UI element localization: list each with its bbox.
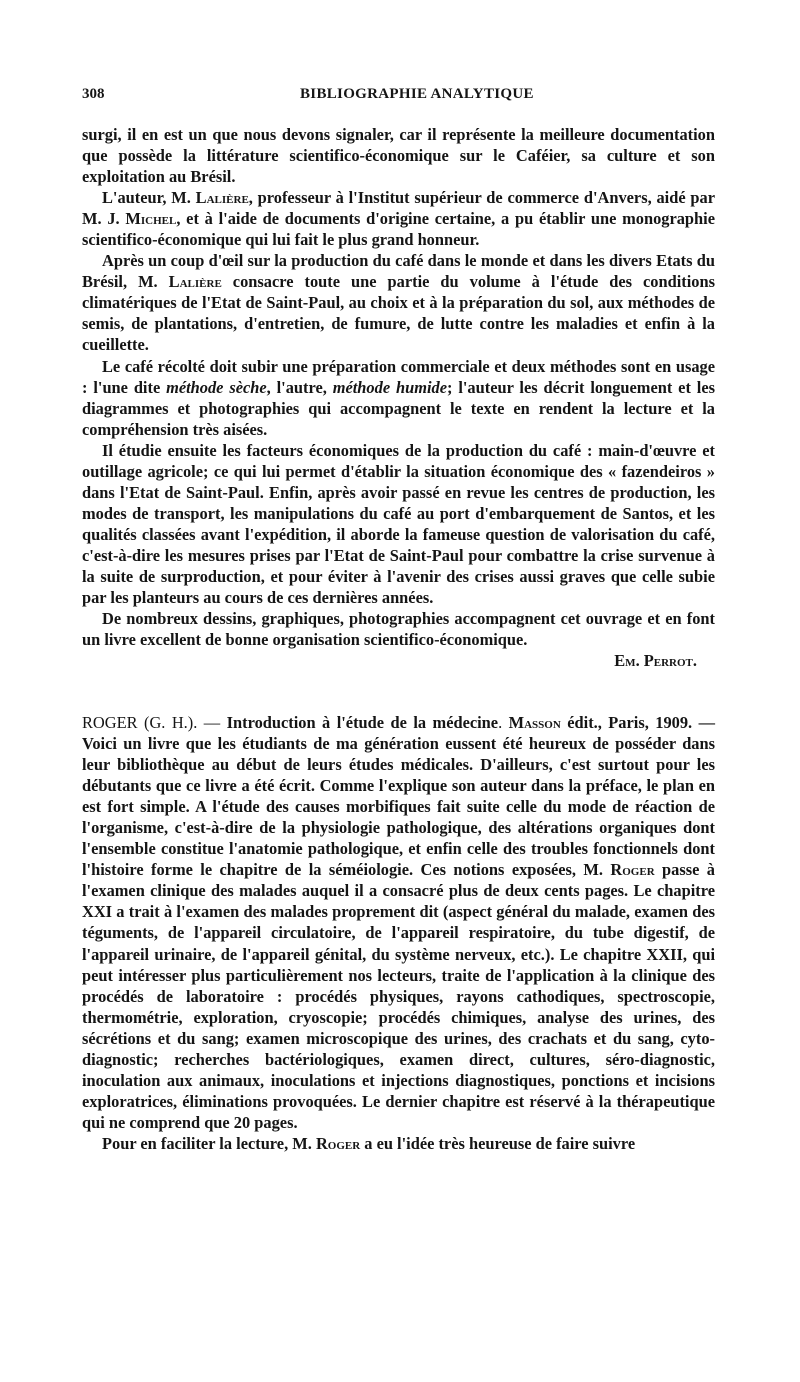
- text-run: Le café récolté doit subir une préparation commerciale et deux méthodes sont en usage : l'une dite: [82, 356, 715, 397]
- publisher-name: Masson: [508, 713, 561, 732]
- paragraph: ROGER (G. H.). — Introduction à l'étude de la médecine. Masson édit., Paris, 1909. — Voici un livre que les étudiants de ma génération eussent été heureux de posséder dans leur bibliothèque au début de leurs études médicales. D'ailleurs, c'est surtout pour les débutants que ce livre a été écrit. Comme l'explique son auteur dans la préface, le plan en est fort simple. A l'étude des causes morbifiques fait suite celle du mode de réaction de l'organisme, c'est-à-dire de la physiologie pathologique, des altérations organiques dont l'ensemble constitue l'anatomie pathologique, et enfin celle des troubles fonctionnels dont l'histoire forme le chapitre de la séméiologie. Ces notions exposées, M. Roger passe à l'examen clinique des malades auquel il a consacré plus de deux cents pages. Le chapitre XXI a trait à l'examen des malades proprement dit (aspect général du malade, examen des téguments, de l'appareil circulatoire, de l'appareil respiratoire, du tube digestif, de l'appareil urinaire, de l'appareil génital, du système nerveux, etc.). Le chapitre XXII, qui peut intéresser plus particulièrement nos lecteurs, traite de l'application à la clinique des procédés de laboratoire : procédés physiques, rayons cathodiques, spectroscopie, thermométrie, exploration, cryoscopie; procédés chimiques, analyse des urines, des sécrétions et du sang; examen microscopique des urines, des crachats et du sang, cyto-diagnostic; recherches bactériologiques, examen direct, cultures, séro-diagnostic, inoculation aux animaux, inoculations et injections diagnostiques, ponctions et incisions exploratrices, éliminations provoquées. Le dernier chapitre est réservé à la thérapeutique qui ne comprend que 20 pages.: [82, 713, 716, 1132]
- paragraph: [82, 187, 715, 250]
- paragraph-text: surgi, il en est un que nous devons signaler, car il représente la meilleure documentation que possède la littérature scientifico-économique sur le Caféier, sa culture et son exploitation au Brésil.: [82, 125, 715, 187]
- paragraph-text: De nombreux dessins, graphiques, photographies accompagnent cet ouvrage et en font un livre excellent de bonne organisation scientifico-économique.: [82, 609, 715, 650]
- text-run: Après un coup d'œil sur la production du café dans le monde et dans les divers Etats du Brésil, M.: [82, 251, 715, 292]
- text-run: édit., Paris, 1909. — Voici un livre que les étudiants de ma génération eussent été heureux de posséder dans leur bibliothèque au début de leurs études médicales. D'ailleurs, c'est surtout pour les débutants que ce livre a été écrit. Comme l'explique son auteur dans la préface, le plan en est fort simple. A l'étude des causes morbifiques fait suite celle du mode de réaction de l'organisme, c'est-à-dire de la physiologie pathologique, des altérations organiques dont l'ensemble constitue l'anatomie pathologique, et enfin celle des troubles fonctionnels dont l'histoire forme le chapitre de la séméiologie. Ces notions exposées, M.: [82, 713, 715, 880]
- paragraph: [82, 250, 715, 355]
- text-run: a eu l'idée très heureuse de faire suivre: [360, 1133, 636, 1153]
- italic-term: méthode sèche: [166, 377, 267, 397]
- page-number: 308: [82, 86, 105, 102]
- text-run: , l'autre,: [266, 377, 333, 397]
- text-run: L'auteur, M.: [102, 188, 196, 208]
- paragraph: [82, 356, 715, 440]
- author-name: Roger: [610, 860, 655, 880]
- author-name: Lalière: [195, 188, 249, 208]
- reviewer-signature: Em. Perrot.: [614, 651, 697, 671]
- review-roger: [82, 712, 715, 1154]
- paragraph: [82, 1133, 715, 1154]
- text-run: Pour en faciliter la lecture, M.: [102, 1133, 316, 1153]
- book-author: ROGER (G. H.).: [82, 713, 198, 732]
- paragraph: [82, 608, 715, 650]
- author-name: Roger: [315, 1133, 361, 1153]
- text-run: , professeur à l'Institut supérieur de commerce d'Anvers, aidé par M. J.: [82, 188, 715, 229]
- paragraph: [82, 440, 715, 608]
- italic-term: méthode humide: [332, 377, 447, 397]
- text-run: , et à l'aide de documents d'origine certaine, a pu établir une monographie scientifico-économique qui lui fait le plus grand honneur.: [82, 209, 715, 250]
- text-run: ; l'auteur les décrit longuement et les diagrammes et photographies qui accompagnent le texte en rendent la lecture et la compréhension très aisées.: [82, 377, 715, 439]
- paragraph: [82, 124, 715, 187]
- running-title: BIBLIOGRAPHIE ANALYTIQUE: [300, 86, 534, 102]
- text-run: consacre toute une partie du volume à l'étude des conditions climatériques de l'Etat de Saint-Paul, au choix et à la préparation du sol, aux méthodes de semis, de plantations, d'entretien, de fumure, de lutte contre les maladies et enfin à la cueillette.: [82, 272, 715, 355]
- author-name: Lalière: [168, 272, 222, 292]
- page-header: [82, 86, 714, 110]
- book-title: Introduction à l'étude de la médecine: [226, 713, 499, 732]
- collaborator-name: Michel: [125, 209, 177, 229]
- text-run: passe à l'examen clinique des malades auquel il a consacré plus de deux cents pages. Le chapitre XXI a trait à l'examen des malades proprement dit (aspect général du malade, examen des téguments, de l'appareil circulatoire, de l'appareil respiratoire, du tube digestif, de l'appareil urinaire, de l'appareil génital, du système nerveux, etc.). Le chapitre XXII, qui peut intéresser plus particulièrement nos lecteurs, traite de l'application à la clinique des procédés de laboratoire : procédés physiques, rayons cathodiques, spectroscopie, thermométrie, exploration, cryoscopie; procédés chimiques, analyse des urines, des sécrétions et du sang; examen microscopique des urines, des crachats et du sang, cyto-diagnostic; recherches bactériologiques, examen direct, cultures, séro-diagnostic, inoculation aux animaux, inoculations et injections diagnostiques, ponctions et incisions exploratrices, éliminations provoquées. Le dernier chapitre est réservé à la thérapeutique qui ne comprend que 20 pages.: [82, 860, 716, 1132]
- text-run: —: [197, 713, 227, 732]
- review-lalierre: [82, 124, 715, 671]
- paragraph-text: Il étudie ensuite les facteurs économiques de la production du café : main-d'œuvre et outillage agricole; ce qui lui permet d'établir la situation économique des « fazendeiros » dans l'Etat de Saint-Paul. Enfin, après avoir passé en revue les centres de production, les modes de transport, les manipulations du café au port d'embarquement de Santos, et les qualités classées avant l'expédition, il aborde la fameuse question de valorisation du café, c'est-à-dire les mesures prises par l'Etat de Saint-Paul pour combattre la crise survenue à la suite de surproduction, et pour éviter à l'avenir des crises aussi graves que celle subie par les planteurs au cours de ces dernières années.: [82, 440, 715, 608]
